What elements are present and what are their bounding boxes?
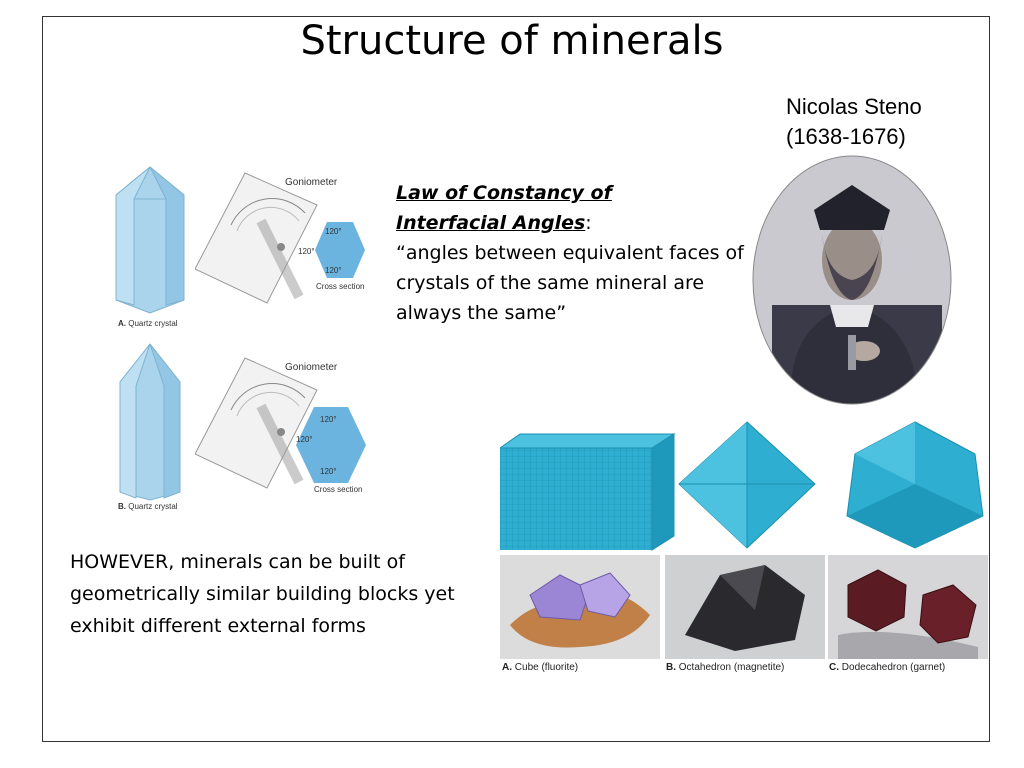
slide-title: Structure of minerals (300, 18, 724, 64)
law-block (396, 178, 756, 328)
figure-b-angle3: 120° (320, 467, 337, 476)
figure-b-letter: B. (118, 502, 126, 511)
steno-portrait (752, 155, 952, 405)
figure-b-cross-section: Cross section (314, 485, 363, 494)
goniometer-a-label: Goniometer (285, 177, 338, 188)
figure-a-angle1: 120° (325, 227, 342, 236)
photo-caption-c-text: Dodecahedron (garnet) (841, 662, 946, 673)
photo-caption-b (666, 662, 784, 673)
photo-caption-b-text: Octahedron (magnetite) (678, 662, 785, 673)
dodecahedron-blocks (845, 420, 985, 550)
law-colon: : (585, 212, 592, 234)
law-heading-line1: Law of Constancy of (396, 182, 612, 204)
quartz-crystal-a (110, 165, 190, 315)
figure-b-angle2: 120° (296, 435, 313, 444)
photo-garnet (828, 555, 988, 659)
photo-caption-b-letter: B. (666, 662, 676, 673)
figure-a-cross-section: Cross section (316, 282, 365, 291)
law-quote: “angles between equivalent faces of crystals of the same mineral are always the same” (396, 242, 744, 324)
photo-magnetite (665, 555, 825, 659)
figure-a-caption-text: Quartz crystal (128, 319, 178, 328)
portrait-caption (786, 92, 922, 152)
photo-caption-c-letter: C. (829, 662, 839, 673)
photo-fluorite (500, 555, 660, 659)
figure-a-caption (118, 319, 178, 328)
cube-blocks (500, 432, 680, 552)
figure-a-angle3: 120° (325, 266, 342, 275)
figure-a-angle2: 120° (298, 247, 315, 256)
photo-caption-a-text: Cube (fluorite) (514, 662, 579, 673)
however-text: HOWEVER, minerals can be built of geometrically similar building blocks yet exhibit different external forms (70, 551, 455, 637)
figure-a-letter: A. (118, 319, 126, 328)
portrait-name: Nicolas Steno (786, 94, 922, 119)
quartz-crystal-b (110, 342, 190, 502)
photo-caption-a-letter: A. (502, 662, 512, 673)
portrait-years: (1638-1676) (786, 124, 906, 149)
goniometer-b-label: Goniometer (285, 362, 338, 373)
photo-caption-c (829, 662, 945, 673)
figure-b-caption-text: Quartz crystal (128, 502, 178, 511)
figure-b-angle1: 120° (320, 415, 337, 424)
figure-b-caption (118, 502, 178, 511)
law-heading-line2: Interfacial Angles (396, 212, 586, 234)
photo-caption-a (502, 662, 578, 673)
octahedron-blocks (677, 420, 817, 550)
